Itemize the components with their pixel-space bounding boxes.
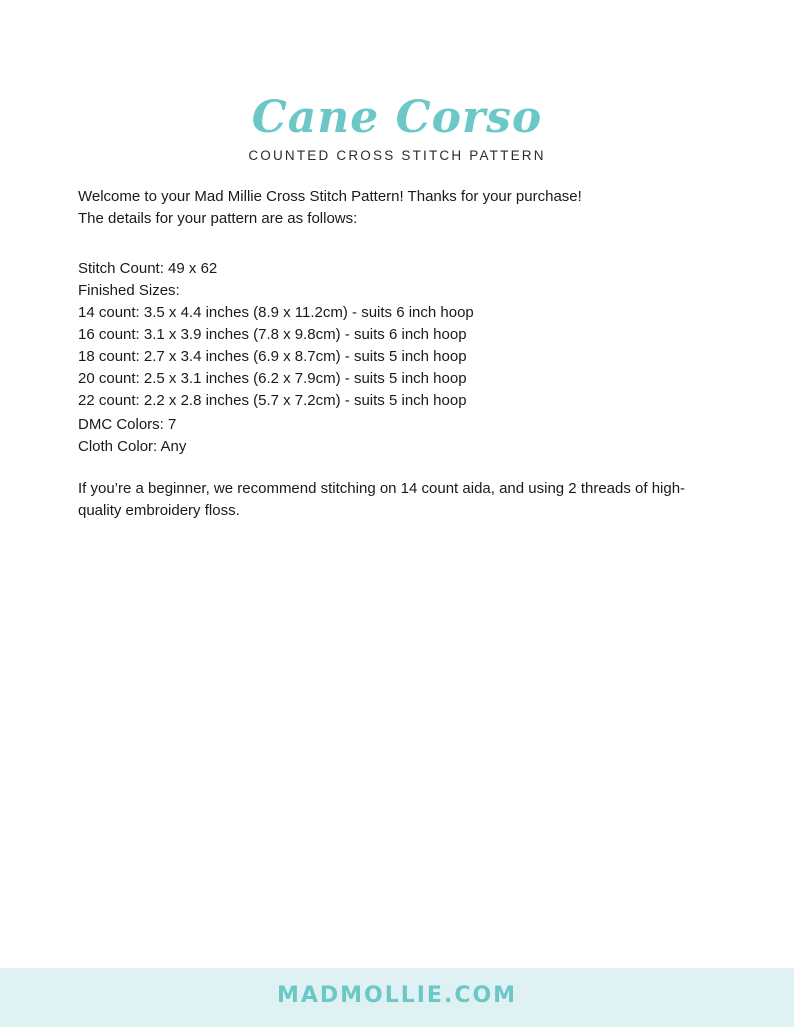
intro-line-welcome: Welcome to your Mad Millie Cross Stitch Pattern! Thanks for your purchase! [78,188,582,205]
footer-bar [0,968,794,1027]
intro-text [78,186,728,230]
finished-sizes-label: Finished Sizes: [78,282,180,299]
size-20-count: 20 count: 2.5 x 3.1 inches (6.2 x 7.9cm) - suits 5 inch hoop [78,370,467,387]
size-18-count: 18 count: 2.7 x 3.4 inches (6.9 x 8.7cm) - suits 5 inch hoop [78,348,467,365]
beginner-note: If you’re a beginner, we recommend stitching on 14 count aida, and using 2 threads of high-quality embroidery floss. [78,480,686,519]
intro-line-details: The details for your pattern are as follows: [78,210,358,227]
pattern-subtitle: COUNTED CROSS STITCH PATTERN [248,148,546,163]
footer-website-link[interactable]: MADMOLLIE.COM [276,983,518,1008]
page-header [0,88,794,164]
pattern-title: Cane Corso [251,92,543,143]
dmc-colors: DMC Colors: 7 [78,416,177,433]
size-16-count: 16 count: 3.1 x 3.9 inches (7.8 x 9.8cm) - suits 6 inch hoop [78,326,467,343]
size-22-count: 22 count: 2.2 x 2.8 inches (5.7 x 7.2cm) - suits 5 inch hoop [78,392,467,409]
size-14-count: 14 count: 3.5 x 4.4 inches (8.9 x 11.2cm) - suits 6 inch hoop [78,304,474,321]
stitch-count: Stitch Count: 49 x 62 [78,260,218,277]
pattern-details [78,258,728,458]
cloth-color: Cloth Color: Any [78,438,187,455]
